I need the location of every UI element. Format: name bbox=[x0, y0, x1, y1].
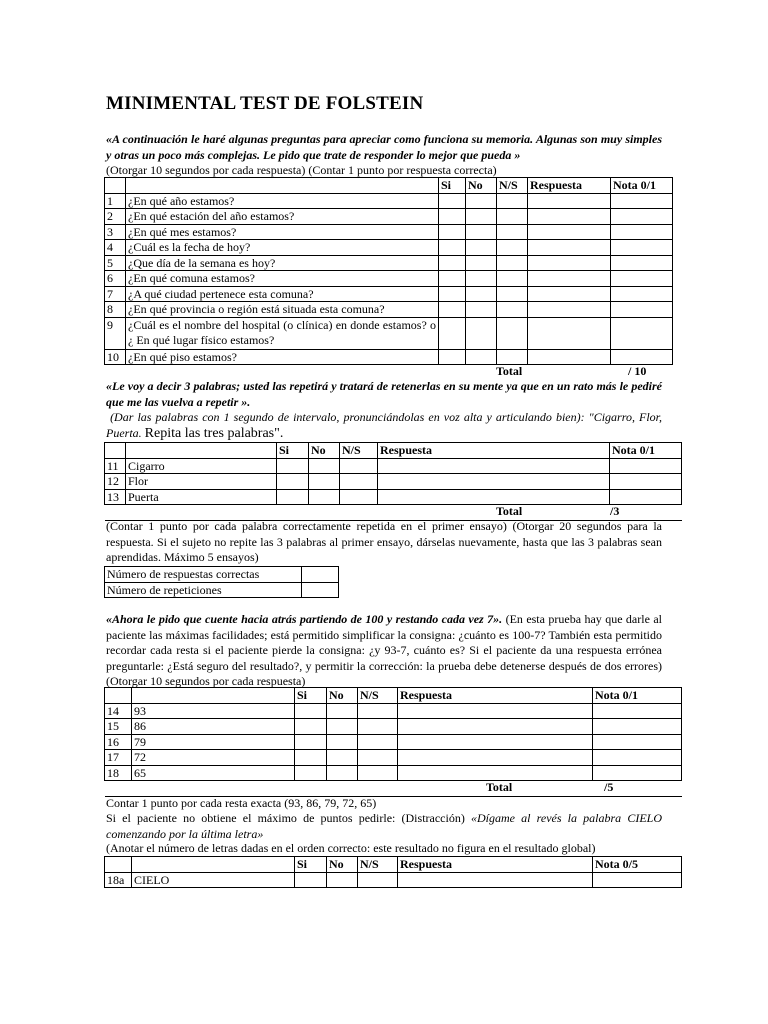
table-header-row: Si No N/S Respuesta Nota 0/1 bbox=[105, 443, 682, 459]
table-header-row: Si No N/S Respuesta Nota 0/1 bbox=[105, 688, 682, 704]
table-row: 11 Cigarro bbox=[105, 458, 682, 474]
header-no: No bbox=[466, 178, 497, 194]
cielo-table bbox=[104, 856, 682, 888]
section3-total-score: /5 bbox=[604, 780, 614, 794]
table-row: Número de respuestas correctas bbox=[105, 567, 339, 583]
table-row: 14 93 bbox=[105, 703, 682, 719]
header-nota: Nota 0/1 bbox=[611, 178, 673, 194]
table-row: 5 ¿Que día de la semana es hoy? bbox=[105, 255, 673, 271]
section1-note: (Otorgar 10 segundos por cada respuesta) (Contar 1 punto por respuesta correcta) bbox=[106, 163, 497, 177]
table-row: 16 79 bbox=[105, 734, 682, 750]
table-total-row bbox=[105, 781, 682, 797]
table-row: 6 ¿En qué comuna estamos? bbox=[105, 271, 673, 287]
table-row: 9 ¿Cuál es el nombre del hospital (o clínica) en donde estamos? o ¿ En qué lugar físico estamos? bbox=[105, 317, 673, 349]
section1-total-score: / 10 bbox=[628, 364, 647, 378]
section2-instruction: (Dar las palabras con 1 segundo de intervalo, pronunciándolas en voz alta y articulando bien): "Cigarro, Flor, Puerta. Repita las tres palabras". bbox=[106, 410, 662, 441]
table-row: 10 ¿En qué piso estamos? bbox=[105, 349, 673, 365]
table-row: 15 86 bbox=[105, 719, 682, 735]
section1-intro: «A continuación le haré algunas preguntas para apreciar como funciona su memoria. Algunas son muy simples y otras un poco más complejas. Le pido que trate de responder lo mejor que pueda » bbox=[106, 132, 662, 162]
orientation-table bbox=[104, 177, 673, 365]
section3-note2: Si el paciente no obtiene el máximo de puntos pedirle: (Distracción) «Dígame al revés la palabra CIELO comenzando por la última letra» bbox=[106, 811, 663, 841]
section2-total-label: Total bbox=[496, 504, 523, 518]
section3-note3: (Anotar el número de letras dadas en el orden correcto: este resultado no figura en el resultado global) bbox=[106, 841, 596, 855]
table-row: 2 ¿En qué estación del año estamos? bbox=[105, 209, 673, 225]
attention-table bbox=[104, 687, 682, 797]
table-row: 3 ¿En qué mes estamos? bbox=[105, 224, 673, 240]
table-row: 7 ¿A qué ciudad pertenece esta comuna? bbox=[105, 286, 673, 302]
section2-total-score: /3 bbox=[610, 504, 620, 518]
table-header-row: Si No N/S Respuesta Nota 0/5 bbox=[105, 857, 682, 873]
section2-note: (Contar 1 punto por cada palabra correctamente repetida en el primer ensayo) (Otorgar 20 segundos para la respuesta. Si el sujeto no repite las 3 palabras al primer ensayo, dárselas nuevamente, hasta que las 3 palabras sean aprendidas. Máximo 5 ensayos) bbox=[106, 519, 662, 564]
registration-table bbox=[104, 442, 682, 521]
section3-total-label: Total bbox=[486, 780, 513, 794]
section3-intro: «Ahora le pido que cuente hacia atrás partiendo de 100 y restando cada vez 7». (En esta prueba hay que darle al paciente las máximas facilidades; está permitido simplificar la consigna: ¿cuánto es 100-7? También esta permitido recordar cada resta si el paciente pierde la consigna: ¿y 93-7, cuánto es? Si el paciente da una respuesta errónea preguntarle: ¿Está seguro del resultado?, y permitir la corrección: la prueba debe detenerse después de dos errores) (Otorgar 10 segundos por cada respuesta) bbox=[106, 612, 662, 688]
table-row: 12 Flor bbox=[105, 474, 682, 490]
header-si: Si bbox=[439, 178, 466, 194]
table-row: 13 Puerta bbox=[105, 489, 682, 505]
section2-intro: «Le voy a decir 3 palabras; usted las repetirá y tratará de retenerlas en su mente ya que en un rato más le pediré que me las vuelva a repetir ». bbox=[106, 379, 662, 409]
table-row: 1 ¿En qué año estamos? bbox=[105, 193, 673, 209]
section1-total-label: Total bbox=[496, 364, 523, 378]
table-total-row bbox=[105, 505, 682, 521]
table-row: 8 ¿En qué provincia o región está situada esta comuna? bbox=[105, 302, 673, 318]
table-row: Número de repeticiones bbox=[105, 582, 339, 598]
attempts-table bbox=[104, 566, 339, 598]
table-row: 18a CIELO bbox=[105, 872, 682, 888]
header-ns: N/S bbox=[497, 178, 528, 194]
table-row: 4 ¿Cuál es la fecha de hoy? bbox=[105, 240, 673, 256]
page-title: MINIMENTAL TEST DE FOLSTEIN bbox=[106, 93, 424, 114]
header-respuesta: Respuesta bbox=[528, 178, 611, 194]
table-header-row bbox=[105, 178, 673, 194]
table-row: 18 65 bbox=[105, 765, 682, 781]
section3-note1: Contar 1 punto por cada resta exacta (93, 86, 79, 72, 65) bbox=[106, 796, 377, 810]
table-row: 17 72 bbox=[105, 750, 682, 766]
